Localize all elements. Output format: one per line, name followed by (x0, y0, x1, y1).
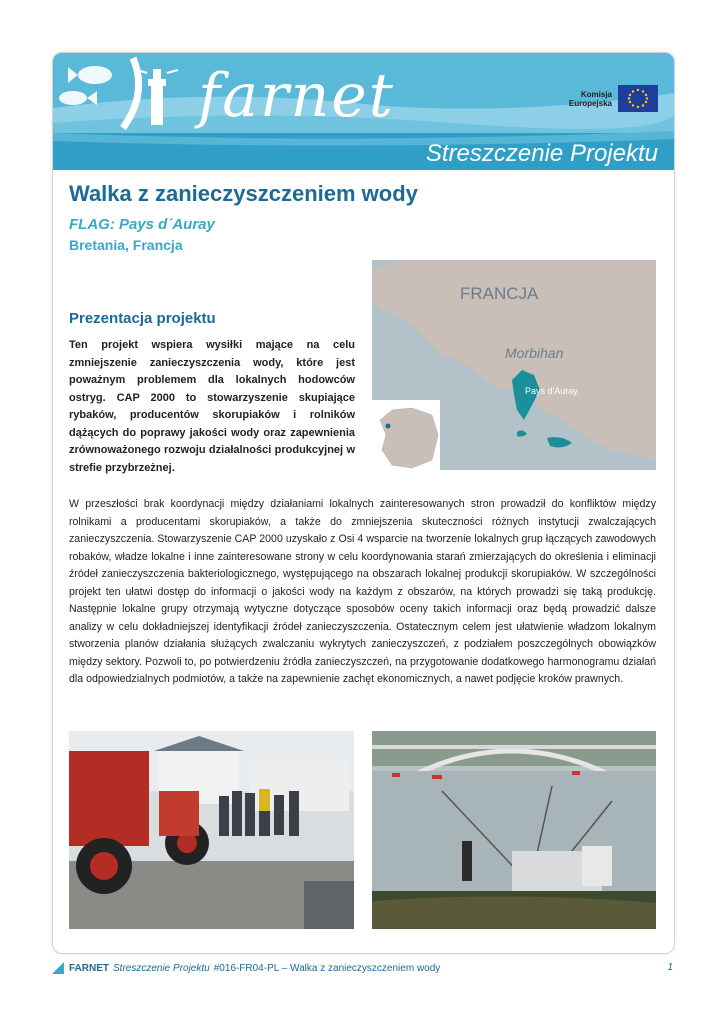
map-country-label: FRANCJA (460, 284, 539, 303)
eu-label-line2: Europejska (568, 98, 612, 108)
page-number: 1 (667, 962, 673, 973)
page-title: Walka z zanieczyszczeniem wody (69, 181, 418, 206)
farnet-footer-icon (52, 962, 64, 974)
page-card (52, 52, 675, 954)
footer-brand: FARNET (69, 962, 109, 974)
document-type-subtitle: Streszczenie Projektu (425, 140, 658, 167)
footer-reference: #016-FR04-PL – Walka z zanieczyszczeniem wody (213, 962, 441, 974)
body-paragraph: W przeszłości brak koordynacji między działaniami lokalnych zainteresowanych stron prowadził do konfliktów między rolnikami a producentami skorupiaków, a także do zmniejszenia skuteczności różnych instytucji zwalczających zanieczyszczenia. Stowarzyszenie CAP 2000 uzyskało z Osi 4 wsparcie na tworzenie lokalnych grup łączących zawodowych robaków, władze lokalne i inne zainteresowane strony w celu koordynowania starań zmierzających do określenia i eliminacji źródeł zanieczyszczenia bakteriologicznego, występującego na obszarach lokalnej produkcji skorupiaków. W szczególności projekt ten ułatwi dostęp do informacji o jakości wody na każdym z obszarów, na których prowadzi się taką produkcję. Następnie lokalne grupy otrzymają wytyczne dotyczące sposobów oceny takich informacji oraz będą prowadzić dalsze analizy w celu dokładniejszej identyfikacji źródeł zanieczyszczenia. Ostatecznym celem jest ułatwienie władzom lokalnym stworzenia planów działania służących zwalczaniu wykrytych zanieczyszczeń, z podziałem poszczególnych obowiązków między sektory. Pozwoli to, po potwierdzeniu źródła zanieczyszczeń, na przygotowanie dodatkowego harmonogramu działań dla odpowiedzialnych podmiotów, a także na zapewnienie zachęt ekonomicznych, a nawet podjęcie kroków prawnych. (69, 498, 656, 685)
intro-paragraph: Ten projekt wspiera wysiłki mające na celu zmniejszenie zanieczyszczenia wody, które jest poważnym problemem dla lokalnych hodowców ostryg. CAP 2000 to stowarzyszenie skupiające rybaków, producentów skorupiaków i rolników dążących do poprawy jakości wody oraz zapewnienia zrównoważonego rozwoju działalności produkcyjnej w strefie przybrzeżnej. (69, 339, 355, 474)
eu-label-line1: Komisja (580, 89, 612, 99)
region-name: Bretania, Francja (69, 237, 183, 253)
eu-label (569, 90, 612, 108)
harbour-boat-photo (372, 731, 656, 929)
page-footer (52, 962, 673, 974)
section-heading: Prezentacja projektu (69, 310, 216, 327)
location-marker-icon (386, 424, 391, 429)
farnet-logo-word: farnet (198, 61, 395, 131)
map-area-label: Pays d'Auray (525, 386, 578, 396)
map-department-label: Morbihan (505, 345, 564, 361)
footer-doc-type: Streszczenie Projektu (113, 962, 210, 974)
location-map (372, 260, 656, 470)
header-banner (53, 53, 674, 170)
eu-flag-icon (618, 85, 658, 112)
european-commission-logo (569, 85, 658, 112)
flag-name: FLAG: Pays d´Auray (69, 216, 215, 233)
tractor-and-people-photo (69, 731, 354, 929)
